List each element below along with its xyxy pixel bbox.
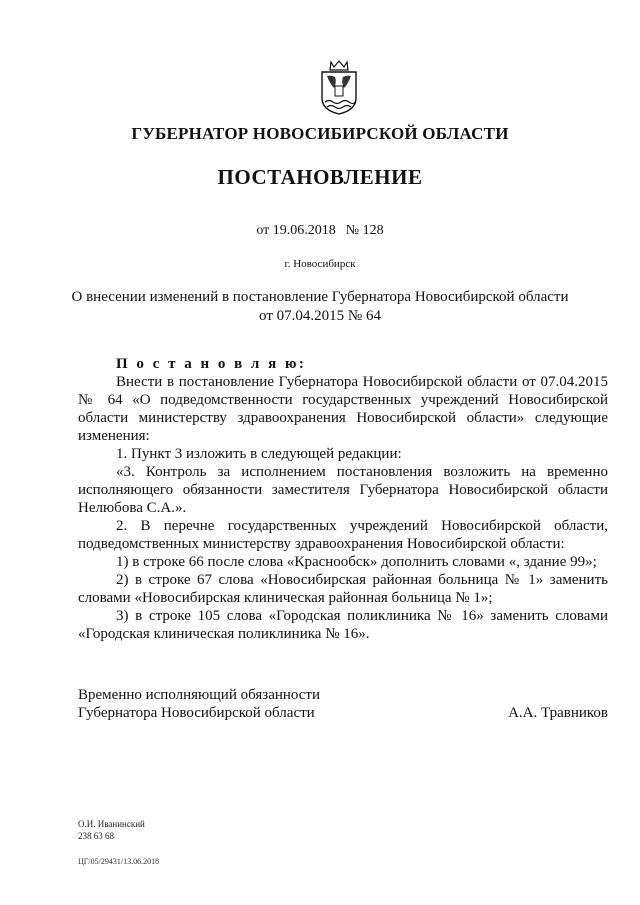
item-1: 1. Пункт 3 изложить в следующей редакции: [116,446,402,462]
executor-info [78,818,145,842]
intro-paragraph: Внести в постановление Губернатора Новосибирской области от 07.04.2015 № 64 «О подведомственности государственных учреждений Новосибирской области министерству здравоохранения Новосибирской области» следующие изменения: [78,374,608,444]
item-2-sub-2: 2) в строке 67 слова «Новосибирская районная больница № 1» заменить словами «Новосибирская клиническая районная больница № 1»; [78,572,608,606]
subject-line-2: от 07.04.2015 № 64 [259,308,381,324]
signer-position-line-1: Временно исполняющий обязанности [78,687,321,703]
subject [0,288,640,326]
document-code: ЦГ/05/29431/13.06.2018 [78,857,160,866]
resolve-heading: П о с т а н о в л я ю: [116,356,307,372]
item-2-sub-1: 1) в строке 66 после слова «Краснообск» дополнить словами «, здание 99»; [116,554,597,570]
document-type: ПОСТАНОВЛЕНИЕ [217,165,423,189]
authority-title: ГУБЕРНАТОР НОВОСИБИРСКОЙ ОБЛАСТИ [131,124,509,143]
signer-position-line-2: Губернатора Новосибирской области [78,705,315,721]
date-number-line [0,223,640,239]
item-1-quote: «3. Контроль за исполнением постановления возложить на временно исполняющего обязанности заместителя Губернатора Новосибирской области Нелюбова С.А.». [78,464,608,516]
document-number: № 128 [345,223,384,238]
document-body [78,355,608,643]
item-2-sub-3: 3) в строке 105 слова «Городская поликлиника № 16» заменить словами «Городская клиническая поликлиника № 16». [78,608,608,642]
city: г. Новосибирск [284,258,356,270]
executor-name: О.И. Иванинский [78,819,145,829]
executor-phone: 238 63 68 [78,831,114,841]
subject-line-1: О внесении изменений в постановление Губернатора Новосибирской области [71,289,569,305]
signer-name: А.А. Травников [508,705,608,721]
item-2: 2. В перечне государственных учреждений Новосибирской области, подведомственных министерству здравоохранения Новосибирской области: [78,518,608,552]
coat-of-arms-icon [318,60,360,116]
document-date: от 19.06.2018 [256,223,336,238]
signature-block [78,686,608,722]
